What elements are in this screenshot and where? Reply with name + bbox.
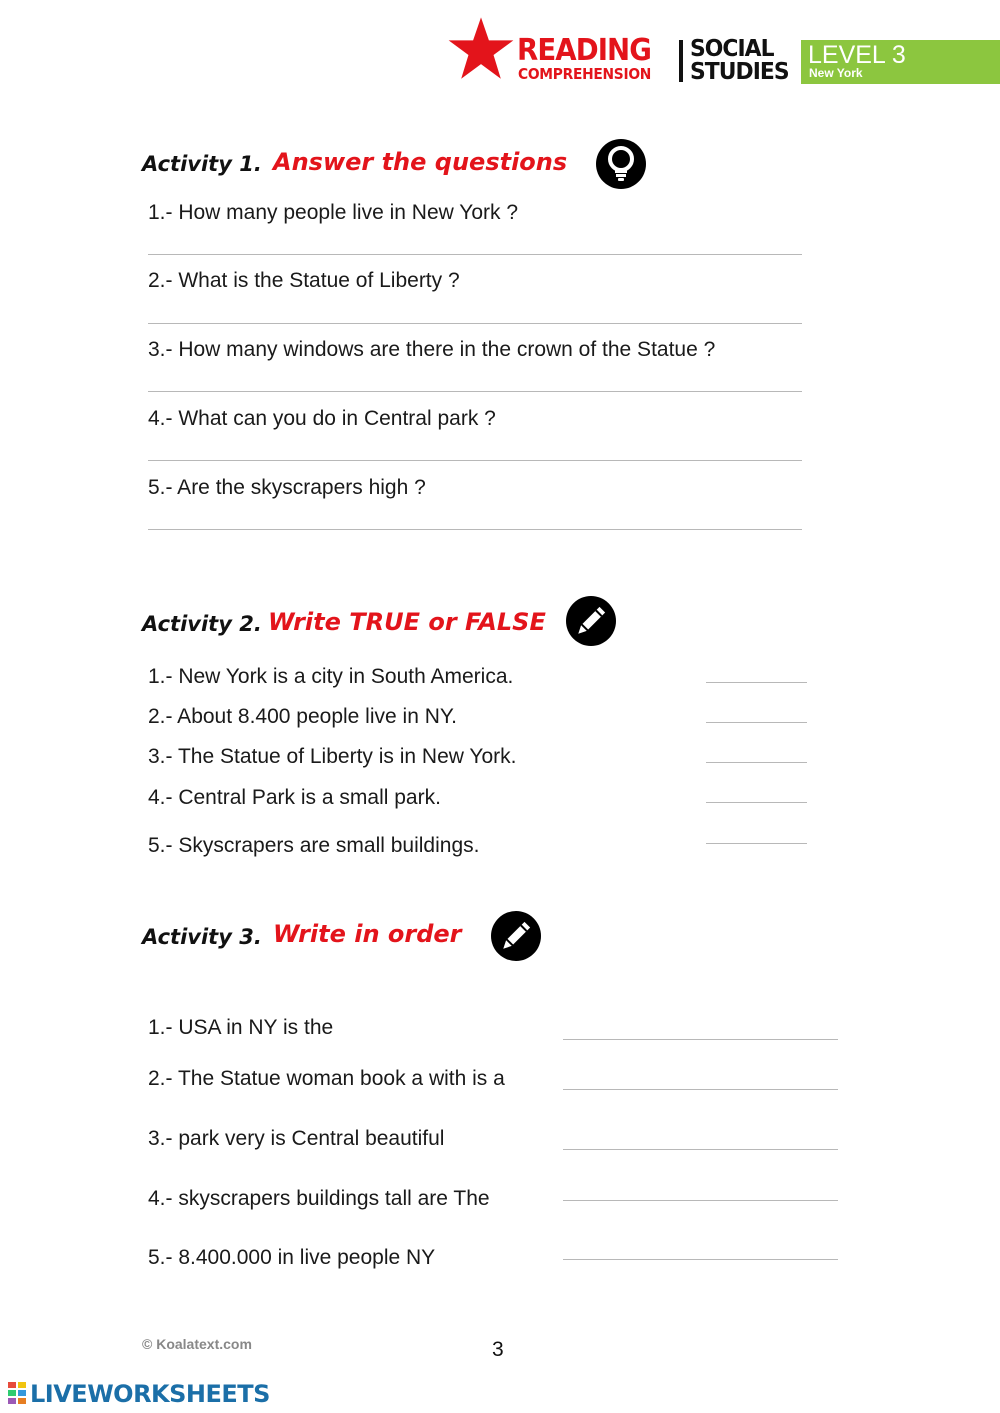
order-line-4[interactable] [563, 1200, 838, 1201]
order-line-2[interactable] [563, 1089, 838, 1090]
brand-divider [679, 40, 683, 82]
answer-line-3[interactable] [148, 391, 802, 392]
question-5: 5.- Are the skyscrapers high ? [148, 476, 426, 499]
answer-line-1[interactable] [148, 254, 802, 255]
question-1: 1.- How many people live in New York ? [148, 201, 519, 224]
statement-2: 2.- About 8.400 people live in NY. [148, 705, 458, 728]
order-line-1[interactable] [563, 1039, 838, 1040]
order-item-4: 4.- skyscrapers buildings tall are The [148, 1187, 490, 1210]
order-line-5[interactable] [563, 1259, 838, 1260]
question-3: 3.- How many windows are there in the crown of the Statue ? [148, 338, 716, 361]
order-item-5: 5.- 8.400.000 in live people NY [148, 1246, 436, 1269]
pencil-icon [491, 911, 541, 961]
brand-comprehension: COMPREHENSION [518, 65, 652, 83]
order-item-3: 3.- park very is Central beautiful [148, 1127, 445, 1150]
question-2: 2.- What is the Statue of Liberty ? [148, 269, 460, 292]
liveworksheets-brand[interactable]: LIVEWORKSHEETS [30, 1380, 270, 1408]
statement-1: 1.- New York is a city in South America. [148, 665, 514, 688]
statement-4: 4.- Central Park is a small park. [148, 786, 441, 809]
star-logo-icon [447, 16, 515, 82]
copyright: © Koalatext.com [142, 1336, 252, 1352]
answer-line-5[interactable] [148, 529, 802, 530]
statement-5: 5.- Skyscrapers are small buildings. [148, 834, 480, 857]
tf-line-1[interactable] [706, 682, 807, 683]
subject-studies: STUDIES [690, 59, 789, 85]
order-item-1: 1.- USA in NY is the [148, 1016, 334, 1039]
page-number: 3 [492, 1338, 504, 1361]
pencil-icon [566, 596, 616, 646]
lightbulb-icon [596, 139, 646, 189]
subject-social: SOCIAL [690, 36, 774, 62]
liveworksheets-logo-icon [8, 1382, 26, 1404]
activity2-label: Activity 2. [142, 612, 262, 636]
activity3-title: Write in order [273, 920, 462, 948]
answer-line-4[interactable] [148, 460, 802, 461]
activity3-label: Activity 3. [142, 925, 262, 949]
tf-line-5[interactable] [706, 843, 807, 844]
answer-line-2[interactable] [148, 323, 802, 324]
question-4: 4.- What can you do in Central park ? [148, 407, 496, 430]
topic-label: New York [809, 66, 863, 80]
order-item-2: 2.- The Statue woman book a with is a [148, 1067, 505, 1090]
tf-line-4[interactable] [706, 802, 807, 803]
level-label: LEVEL 3 [808, 41, 906, 69]
statement-3: 3.- The Statue of Liberty is in New York. [148, 745, 517, 768]
activity1-label: Activity 1. [142, 152, 262, 176]
tf-line-2[interactable] [706, 722, 807, 723]
activity2-title: Write TRUE or FALSE [268, 608, 546, 636]
order-line-3[interactable] [563, 1149, 838, 1150]
brand-reading: READING [517, 33, 651, 68]
activity1-title: Answer the questions [273, 148, 568, 176]
tf-line-3[interactable] [706, 762, 807, 763]
